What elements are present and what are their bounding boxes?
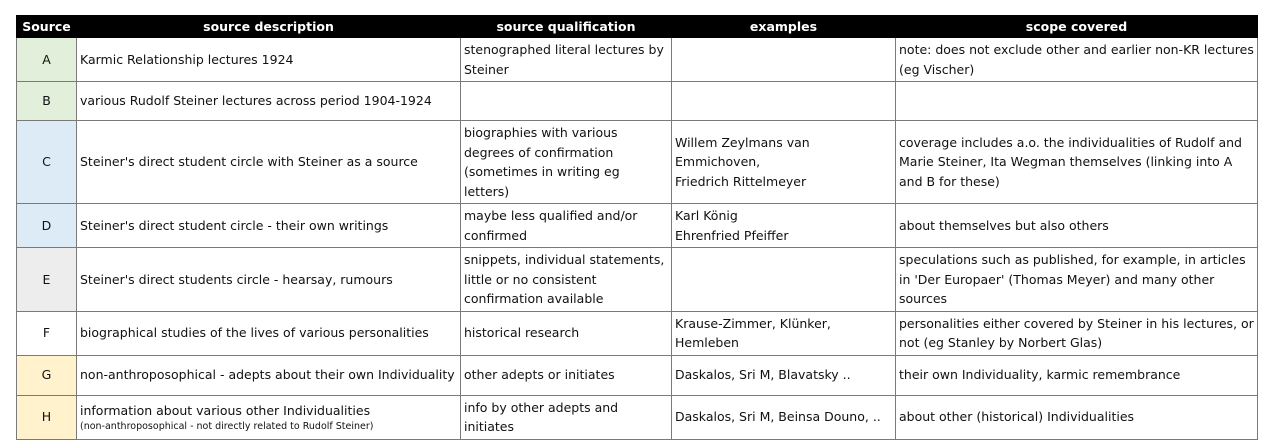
examples-cell bbox=[672, 82, 896, 121]
table-row bbox=[17, 38, 1258, 82]
description-text: Steiner's direct students circle - hearsay, rumours bbox=[80, 271, 393, 287]
source-cell: D bbox=[17, 204, 77, 248]
examples-cell bbox=[672, 355, 896, 395]
source-cell: F bbox=[17, 311, 77, 355]
description-note: (non-anthroposophical - not directly related to Rudolf Steiner) bbox=[80, 420, 374, 432]
header-description: source description bbox=[77, 16, 461, 38]
source-cell: E bbox=[17, 248, 77, 312]
examples-cell bbox=[672, 204, 896, 248]
scope-cell: their own Individuality, karmic remembrance bbox=[896, 355, 1258, 395]
description-text: biographical studies of the lives of various personalities bbox=[80, 325, 429, 341]
example-line: Willem Zeylmans van Emmichoven, bbox=[675, 134, 810, 170]
qualification-cell: biographies with various degrees of confirmation (sometimes in writing eg letters) bbox=[461, 121, 672, 204]
description-cell bbox=[77, 38, 461, 82]
table-row bbox=[17, 355, 1258, 395]
description-cell bbox=[77, 204, 461, 248]
scope-cell: personalities either covered by Steiner in his lectures, or not (eg Stanley by Norbert Glas) bbox=[896, 311, 1258, 355]
example-line: Daskalos, Sri M, Beinsa Douno, .. bbox=[675, 409, 881, 425]
description-text: non-anthroposophical - adepts about their own Individuality bbox=[80, 367, 455, 383]
qualification-cell: historical research bbox=[461, 311, 672, 355]
qualification-cell: stenographed literal lectures by Steiner bbox=[461, 38, 672, 82]
scope-cell: speculations such as published, for example, in articles in 'Der Europaer' (Thomas Meyer) and many other sources bbox=[896, 248, 1258, 312]
table-row bbox=[17, 395, 1258, 439]
description-cell bbox=[77, 395, 461, 439]
description-cell bbox=[77, 248, 461, 312]
table-row bbox=[17, 248, 1258, 312]
description-text: various Rudolf Steiner lectures across period 1904-1924 bbox=[80, 93, 432, 109]
scope-cell: about other (historical) Individualities bbox=[896, 395, 1258, 439]
header-examples: examples bbox=[672, 16, 896, 38]
qualification-cell: maybe less qualified and/or confirmed bbox=[461, 204, 672, 248]
description-text: Steiner's direct student circle - their own writings bbox=[80, 217, 389, 233]
header-scope: scope covered bbox=[896, 16, 1258, 38]
example-line: Krause-Zimmer, Klünker, Hemleben bbox=[675, 315, 831, 350]
description-text: information about various other Individualities bbox=[80, 403, 371, 419]
source-cell: G bbox=[17, 355, 77, 395]
source-cell: B bbox=[17, 82, 77, 121]
description-cell bbox=[77, 311, 461, 355]
examples-cell bbox=[672, 38, 896, 82]
scope-cell: coverage includes a.o. the individualities of Rudolf and Marie Steiner, Ita Wegman themselves (linking into A and B for these) bbox=[896, 121, 1258, 204]
source-cell: C bbox=[17, 121, 77, 204]
table-row bbox=[17, 121, 1258, 204]
description-cell bbox=[77, 121, 461, 204]
scope-cell bbox=[896, 82, 1258, 121]
examples-cell bbox=[672, 121, 896, 204]
source-cell: A bbox=[17, 38, 77, 82]
description-text: Steiner's direct student circle with Steiner as a source bbox=[80, 154, 418, 170]
examples-cell bbox=[672, 248, 896, 312]
example-line: Karl König bbox=[675, 208, 738, 223]
description-text: Karmic Relationship lectures 1924 bbox=[80, 51, 294, 67]
example-line: Daskalos, Sri M, Blavatsky .. bbox=[675, 367, 851, 383]
example-line: Friedrich Rittelmeyer bbox=[675, 173, 807, 189]
table-row bbox=[17, 82, 1258, 121]
source-table-container bbox=[16, 15, 1258, 440]
header-qualification: source qualification bbox=[461, 16, 672, 38]
example-line: Ehrenfried Pfeiffer bbox=[675, 227, 789, 243]
table-row bbox=[17, 204, 1258, 248]
table-row bbox=[17, 311, 1258, 355]
source-cell: H bbox=[17, 395, 77, 439]
examples-cell bbox=[672, 311, 896, 355]
qualification-cell bbox=[461, 82, 672, 121]
header-source: Source bbox=[17, 16, 77, 38]
qualification-cell: other adepts or initiates bbox=[461, 355, 672, 395]
source-table bbox=[16, 15, 1258, 440]
description-cell bbox=[77, 82, 461, 121]
description-cell bbox=[77, 355, 461, 395]
qualification-cell: info by other adepts and initiates bbox=[461, 395, 672, 439]
scope-cell: about themselves but also others bbox=[896, 204, 1258, 248]
qualification-cell: snippets, individual statements, little or no consistent confirmation available bbox=[461, 248, 672, 312]
examples-cell bbox=[672, 395, 896, 439]
header-row bbox=[17, 16, 1258, 38]
scope-cell: note: does not exclude other and earlier non-KR lectures (eg Vischer) bbox=[896, 38, 1258, 82]
